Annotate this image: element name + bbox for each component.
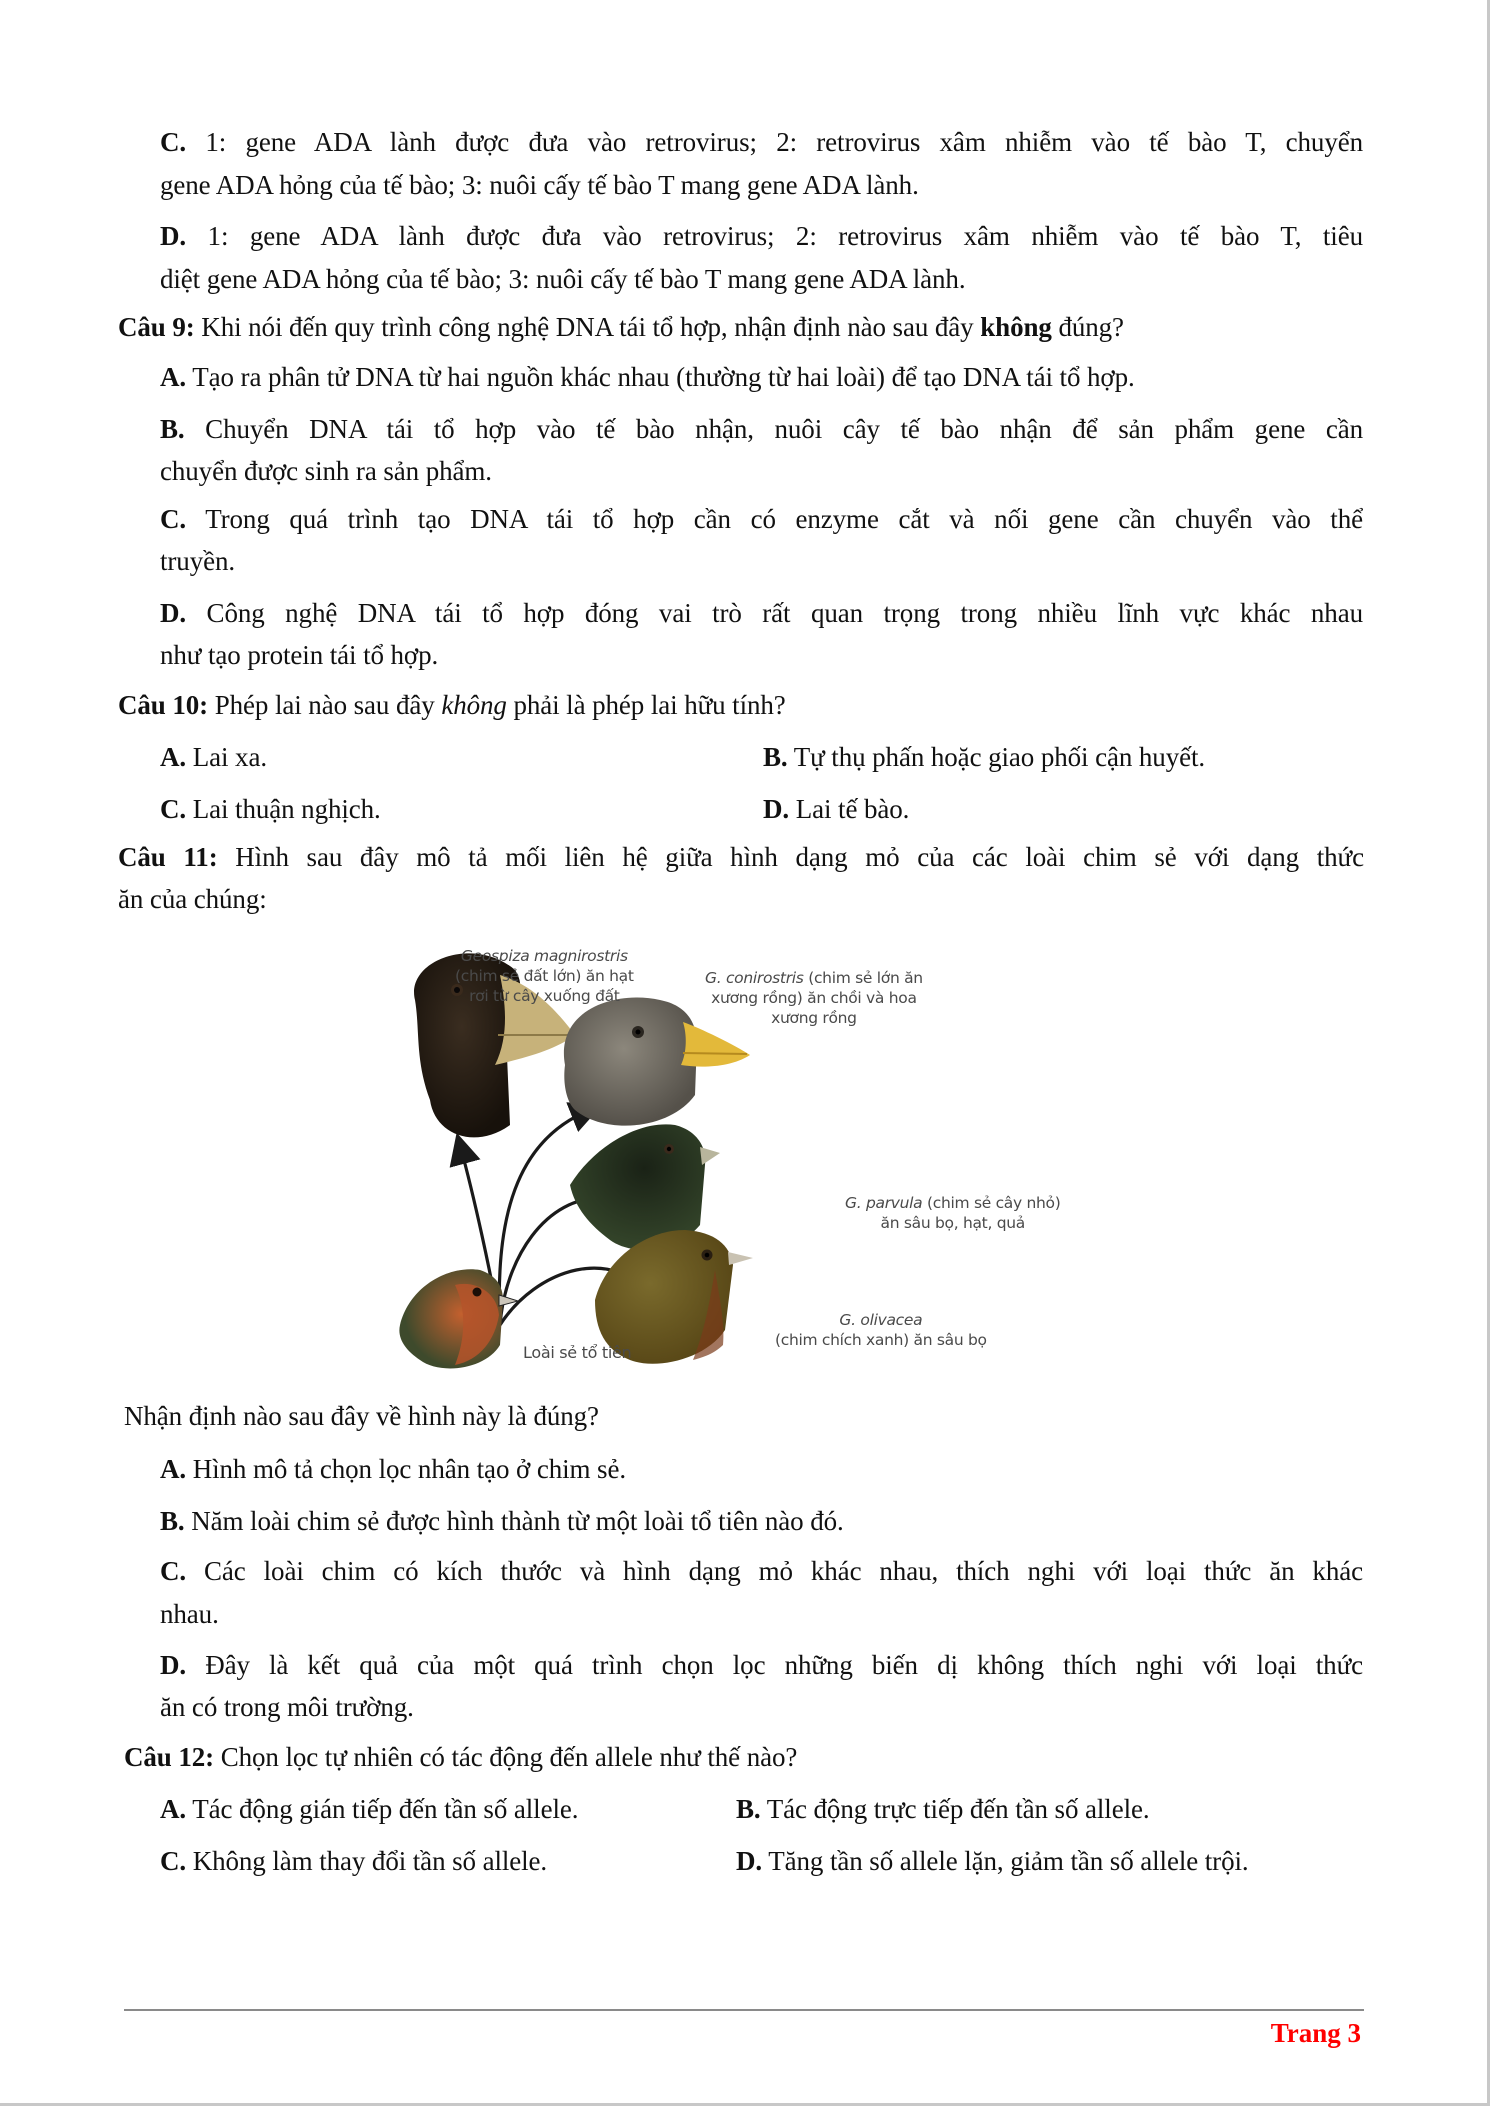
species-desc: rơi từ cây xuống đất	[469, 987, 620, 1005]
q8-option-c-cont: gene ADA hỏng của tế bào; 3: nuôi cấy tế bào T mang gene ADA lành.	[160, 170, 919, 200]
stem-text: đúng?	[1051, 312, 1124, 342]
label-conirostris	[705, 968, 923, 1028]
q11-option-b	[160, 1505, 844, 1537]
q8-option-c	[160, 126, 1363, 158]
species-desc: xương rồng) ăn chồi và hoa	[711, 989, 917, 1007]
option-letter: D.	[160, 598, 187, 628]
q11-option-c	[160, 1555, 1363, 1587]
option-letter: C.	[160, 127, 187, 157]
option-letter: B.	[160, 1506, 185, 1536]
option-letter: A.	[160, 742, 187, 772]
option-text: Lai thuận nghịch.	[186, 794, 381, 824]
q9-option-d	[160, 597, 1363, 629]
option-letter: B.	[763, 742, 788, 772]
parvula-bird-icon	[570, 1124, 720, 1249]
label-magnirostris	[455, 946, 634, 1006]
species-name: G. parvula	[845, 1194, 923, 1212]
option-text: Tác động trực tiếp đến tần số allele.	[760, 1794, 1150, 1824]
q9-option-b-cont: chuyển được sinh ra sản phẩm.	[160, 456, 492, 486]
q10-option-a	[160, 741, 267, 773]
option-letter: C.	[160, 1556, 187, 1586]
species-name: G. conirostris	[705, 969, 804, 987]
q8-option-d	[160, 220, 1363, 252]
option-text: Tăng tần số allele lặn, giảm tần số allele trội.	[762, 1846, 1249, 1876]
q12-option-a	[160, 1793, 578, 1825]
q9-option-b	[160, 413, 1363, 445]
species-desc: (chim chích xanh) ăn sâu bọ	[775, 1331, 987, 1349]
option-letter: D.	[160, 221, 187, 251]
option-letter: C.	[160, 504, 187, 534]
footer-divider	[124, 2009, 1364, 2011]
species-desc: (chim sẻ đất lớn) ăn hạt	[455, 967, 634, 985]
option-letter: B.	[736, 1794, 761, 1824]
q9-stem	[118, 311, 1124, 343]
stem-text: Khi nói đến quy trình công nghệ DNA tái tổ hợp, nhận định nào sau đây	[194, 312, 981, 342]
q11-question: Nhận định nào sau đây về hình này là đúng?	[124, 1401, 599, 1431]
option-text: Lai tế bào.	[789, 794, 910, 824]
label-ancestor: Loài sẻ tổ tiên	[523, 1343, 632, 1362]
question-label: Câu 9:	[118, 312, 195, 342]
option-letter: D.	[736, 1846, 763, 1876]
species-name: Geospiza magnirostris	[460, 947, 628, 965]
question-label: Câu 12:	[124, 1742, 215, 1772]
label-olivacea	[775, 1310, 987, 1350]
option-letter: D.	[763, 794, 790, 824]
q11-option-d-cont: ăn có trong môi trường.	[160, 1692, 414, 1722]
q9-option-c	[160, 503, 1363, 535]
q12-option-d	[736, 1845, 1249, 1877]
q10-option-c	[160, 793, 381, 825]
q10-stem	[118, 689, 786, 721]
q8-option-d-cont: diệt gene ADA hỏng của tế bào; 3: nuôi cấy tế bào T mang gene ADA lành.	[160, 264, 966, 294]
option-letter: C.	[160, 1846, 187, 1876]
option-text: Trong quá trình tạo DNA tái tổ hợp cần có enzyme cắt và nối gene cần chuyển vào thể	[186, 504, 1363, 534]
q11-stem	[118, 841, 1364, 873]
option-letter: A.	[160, 1454, 187, 1484]
q11-option-d	[160, 1649, 1363, 1681]
stem-text: Phép lai nào sau đây	[208, 690, 442, 720]
q9-option-c-cont: truyền.	[160, 546, 236, 576]
species-desc: xương rồng	[771, 1009, 857, 1027]
option-text: Lai xa.	[186, 742, 267, 772]
species-desc: ăn sâu bọ, hạt, quả	[880, 1214, 1025, 1232]
option-text: Tạo ra phân tử DNA từ hai nguồn khác nhau (thường từ hai loài) để tạo DNA tái tổ hợp.	[186, 362, 1135, 392]
species-name: G. olivacea	[839, 1311, 923, 1329]
q10-option-b	[763, 741, 1205, 773]
q12-option-c	[160, 1845, 547, 1877]
question-label: Câu 10:	[118, 690, 209, 720]
option-text: 1: gene ADA lành được đưa vào retrovirus; 2: retrovirus xâm nhiễm vào tế bào T, tiêu	[207, 221, 1363, 251]
option-text: Tự thụ phấn hoặc giao phối cận huyết.	[787, 742, 1206, 772]
option-text: Năm loài chim sẻ được hình thành từ một loài tổ tiên nào đó.	[184, 1506, 844, 1536]
q9-option-a	[160, 361, 1135, 393]
stem-emphasis: không	[441, 690, 507, 720]
stem-emphasis: không	[980, 312, 1052, 342]
option-text: Các loài chim có kích thước và hình dạng mỏ khác nhau, thích nghi với loại thức ăn khác	[186, 1556, 1363, 1586]
option-text: Đây là kết quả của một quá trình chọn lọc những biến dị không thích nghi với loại thức	[186, 1650, 1363, 1680]
option-text: Hình mô tả chọn lọc nhân tạo ở chim sẻ.	[186, 1454, 626, 1484]
finch-beak-figure	[395, 940, 1100, 1380]
option-letter: D.	[160, 1650, 187, 1680]
option-text: 1: gene ADA lành được đưa vào retrovirus; 2: retrovirus xâm nhiễm vào tế bào T, chuyển	[205, 127, 1364, 157]
stem-text: Hình sau đây mô tả mối liên hệ giữa hình dạng mỏ của các loài chim sẻ với dạng thức	[217, 842, 1364, 872]
q12-option-b	[736, 1793, 1150, 1825]
option-text: Tác động gián tiếp đến tần số allele.	[186, 1794, 579, 1824]
option-text: Công nghệ DNA tái tổ hợp đóng vai trò rất quan trọng trong nhiều lĩnh vực khác nhau	[186, 598, 1363, 628]
q12-stem	[124, 1741, 797, 1773]
q11-option-a	[160, 1453, 626, 1485]
stem-text: Chọn lọc tự nhiên có tác động đến allele như thế nào?	[214, 1742, 798, 1772]
option-letter: B.	[160, 414, 185, 444]
q11-option-c-cont: nhau.	[160, 1599, 219, 1629]
question-label: Câu 11:	[118, 842, 218, 872]
option-letter: A.	[160, 1794, 187, 1824]
q10-option-d	[763, 793, 909, 825]
option-text: Không làm thay đổi tần số allele.	[186, 1846, 548, 1876]
option-letter: C.	[160, 794, 187, 824]
label-parvula	[845, 1193, 1060, 1233]
stem-text: phải là phép lai hữu tính?	[506, 690, 786, 720]
species-desc: (chim sẻ cây nhỏ)	[922, 1194, 1061, 1212]
species-desc: (chim sẻ lớn ăn	[803, 969, 923, 987]
q11-stem-cont: ăn của chúng:	[118, 884, 267, 914]
option-text: Chuyển DNA tái tổ hợp vào tế bào nhận, nuôi cây tế bào nhận để sản phẩm gene cần	[184, 414, 1363, 444]
option-letter: A.	[160, 362, 187, 392]
q9-option-d-cont: như tạo protein tái tổ hợp.	[160, 640, 439, 670]
page-number: Trang 3	[1270, 2018, 1361, 2048]
